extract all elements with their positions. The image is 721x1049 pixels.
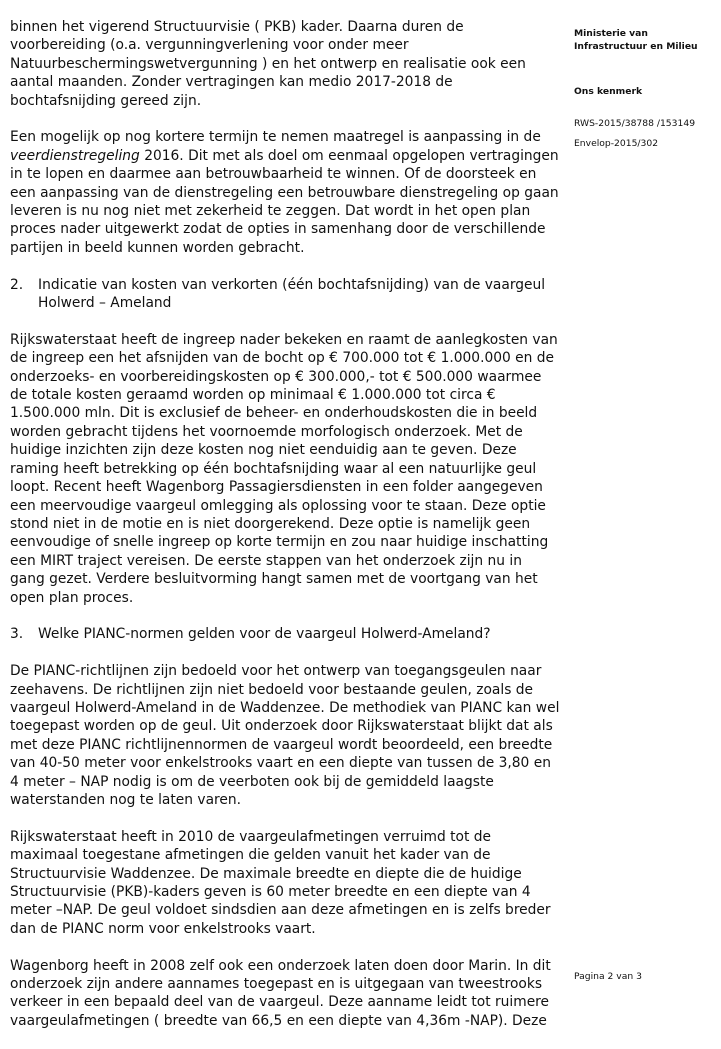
paragraph-2-italic: veerdienstregeling	[10, 147, 140, 164]
ministry-name-line2: Infrastructuur en Milieu	[574, 41, 698, 52]
envelope-number: Envelop-2015/302	[574, 138, 659, 149]
section-heading-2	[10, 276, 560, 313]
paragraph-5: Rijkswaterstaat heeft in 2010 de vaargeulafmetingen verruimd tot de maximaal toegestane afmetingen die gelden vanuit het kader van de Structuurvisie Waddenzee. De maximale breedte en diepte die de huidige Structuurvisie (PKB)-kaders geven is 60 meter breedte en een diepte van 4 meter –NAP. De geul voldoet sindsdien aan deze afmetingen en is zelfs breder dan de PIANC norm voor enkelstrooks vaart.	[10, 828, 551, 937]
section-title-3: Welke PIANC-normen gelden voor de vaargeul Holwerd-Ameland?	[38, 626, 491, 643]
paragraph-2-start: Een mogelijk op nog kortere termijn te nemen maatregel is aanpassing in de	[10, 129, 541, 146]
section-title-2: Indicatie van kosten van verkorten (één bochtafsnijding) van de vaargeul Holwerd – Ameland	[38, 276, 546, 312]
sidebar-spacer	[574, 53, 719, 85]
paragraph-2	[10, 128, 560, 257]
kenmerk-label: Ons kenmerk	[574, 86, 643, 97]
paragraph-2-end: 2016. Dit met als doel om eenmaal opgelopen vertragingen in te lopen en daarmee aan betrouwbaarheid te winnen. Of de doorsteek en een aanpassing van de dienstregeling een betrouwbare dienstregeling op gaan leveren is nu nog niet met zekerheid te zeggen. Dat wordt in het open plan proces nader uitgewerkt zodat de opties in samenhang door de verschillende partijen in beeld kunnen worden gebracht.	[10, 147, 559, 256]
section-number-3: 3.	[10, 626, 24, 643]
paragraph-1: binnen het vigerend Structuurvisie ( PKB) kader. Daarna duren de voorbereiding (o.a. vergunningverlening voor onder meer Natuurbeschermingswetvergunning ) en het ontwerp en realisatie ook een aantal maanden. Zonder vertragingen kan medio 2017-2018 de bochtafsnijding gereed zijn.	[10, 19, 526, 109]
paragraph-6: Wagenborg heeft in 2008 zelf ook een onderzoek laten doen door Marin. In dit onderzoek zijn andere aannames toegepast en is uitgegaan van tweestrooks verkeer in een bepaald deel van de vaargeul. Deze aanname leidt tot ruimere vaargeulafmetingen ( breedte van 66,5 en een diepte van 4,36m -NAP). Deze	[10, 957, 551, 1029]
page-number: Pagina 2 van 3	[574, 971, 642, 982]
sidebar-metadata	[574, 27, 719, 157]
document-body	[10, 18, 560, 1049]
section-number-2: 2.	[10, 276, 24, 293]
section-heading-3	[10, 625, 560, 643]
paragraph-4: De PIANC-richtlijnen zijn bedoeld voor het ontwerp van toegangsgeulen naar zeehavens. De richtlijnen zijn niet bedoeld voor bestaande geulen, zoals de vaargeul Holwerd-Ameland in de Waddenzee. De methodiek van PIANC kan wel toegepast worden op de geul. Uit onderzoek door Rijkswaterstaat blijkt dat als met deze PIANC richtlijnennormen de vaargeul wordt beoordeeld, een breedte van 40-50 meter voor enkelstrooks vaart en een diepte van tussen de 3,80 en 4 meter – NAP nodig is om de veerboten ook bij de gemiddeld laagste waterstanden nog te laten varen.	[10, 663, 560, 808]
sidebar-spacer-2	[574, 98, 719, 117]
ministry-name-line1: Ministerie van	[574, 28, 648, 39]
paragraph-3: Rijkswaterstaat heeft de ingreep nader bekeken en raamt de aanlegkosten van de ingreep een het afsnijden van de bocht op € 700.000 tot € 1.000.000 en de onderzoeks- en voorbereidingskosten op € 300.000,- tot € 500.000 waarmee de totale kosten geraamd worden op minimaal € 1.000.000 tot circa € 1.500.000 mln. Dit is exclusief de beheer- en onderhoudskosten die in beeld worden gebracht tijdens het voornoemde morfologisch onderzoek. Met de huidige inzichten zijn deze kosten nog niet eenduidig aan te geven. Deze raming heeft betrekking op één bochtafsnijding waar al een natuurlijke geul loopt. Recent heeft Wagenborg Passagiersdiensten in een folder aangegeven een meervoudige vaargeul omlegging als oplossing voor te staan. Deze optie stond niet in de motie en is niet doorgerekend. Deze optie is namelijk geen eenvoudige of snelle ingreep op korte termijn en zou naar huidige inschatting een MIRT traject vereisen. De eerste stappen van het onderzoek zijn nu in gang gezet. Verdere besluitvorming hangt samen met de voortgang van het open plan proces.	[10, 331, 558, 606]
reference-number: RWS-2015/38788 /153149	[574, 118, 696, 129]
